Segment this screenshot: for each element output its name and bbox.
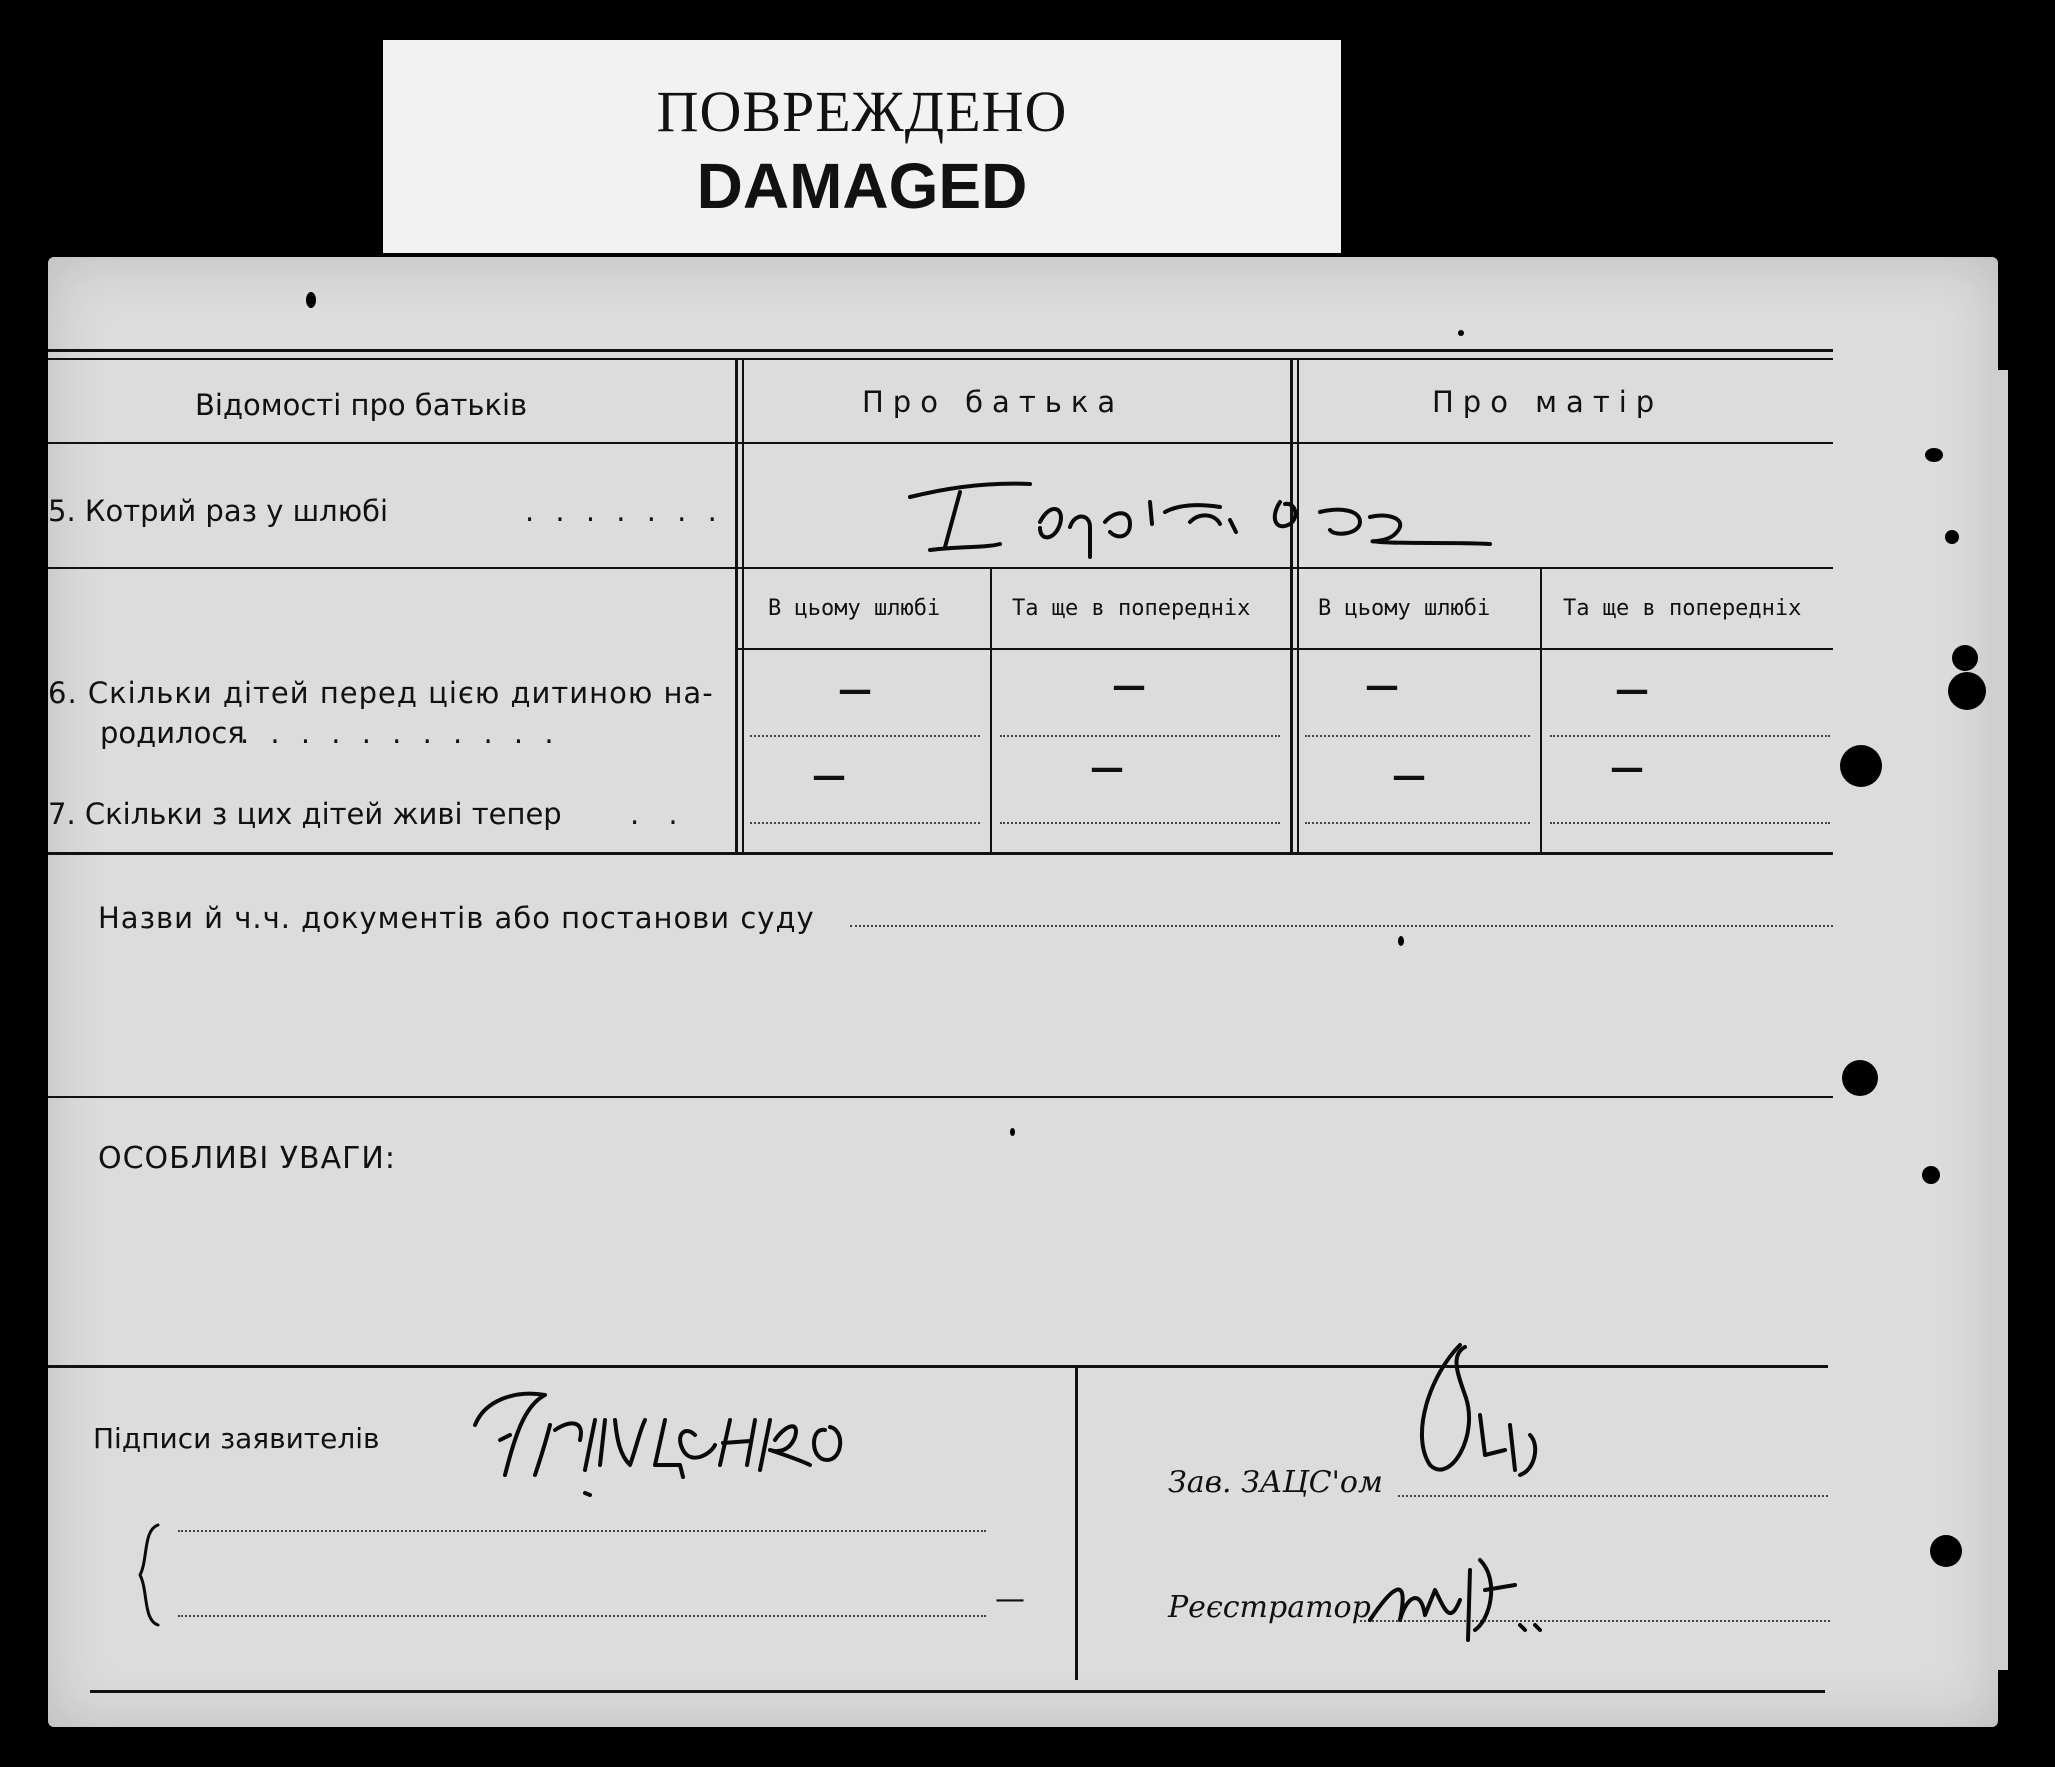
row6-mother-prev-line — [1550, 735, 1830, 737]
hole-4 — [1948, 672, 1986, 710]
header-about-father: Про батька — [862, 385, 1125, 419]
damaged-label-ru: ПОВРЕЖДЕНО — [656, 79, 1068, 144]
registrar-label: Реєстратор — [1168, 1590, 1371, 1625]
rule-top-2 — [48, 358, 1833, 360]
vrule-col2b — [1297, 358, 1299, 852]
rule-subheader-bottom — [735, 648, 1833, 650]
head-zags-signature — [1370, 1335, 1570, 1525]
row6-label-line2: родилося — [100, 716, 245, 750]
vrule-father-split — [990, 567, 992, 852]
registrar-signature — [1350, 1530, 1570, 1680]
row5-handwritten-first-time — [890, 462, 1590, 572]
vrule-mother-split — [1540, 567, 1542, 852]
rule-top — [48, 349, 1833, 352]
vrule-col2 — [1290, 358, 1293, 852]
subheader-father-previous: Та ще в попередніх — [1012, 596, 1251, 621]
row6-father-prev-value: — — [1112, 666, 1146, 706]
documents-line — [850, 925, 1833, 927]
row7-label: 7. Скільки з цих дітей живі тепер — [48, 797, 562, 831]
row7-dots: . . — [630, 797, 688, 831]
documents-label: Назви й ч.ч. документів або постанови суду — [98, 901, 815, 935]
hole-6 — [1842, 1060, 1878, 1096]
row6-dots: . . . . . . . . . . . — [240, 716, 560, 750]
row7-father-this-value: — — [812, 756, 846, 796]
row7-father-this-line — [750, 822, 980, 824]
subheader-father-this-marriage: В цьому шлюбі — [768, 596, 941, 621]
hole-3 — [1952, 645, 1978, 671]
row7-mother-prev-line — [1550, 822, 1830, 824]
row7-mother-this-line — [1305, 822, 1530, 824]
applicants-brace — [128, 1520, 168, 1630]
hole-1 — [1925, 448, 1943, 462]
row6-label-line1: 6. Скільки дітей перед цією дитиною на- — [48, 676, 714, 710]
rule-bottom — [90, 1690, 1825, 1693]
row7-father-prev-value: — — [1090, 748, 1124, 788]
row7-father-prev-line — [1000, 822, 1280, 824]
vrule-col1 — [735, 358, 738, 852]
row6-mother-this-line — [1305, 735, 1530, 737]
vrule-signatures — [1075, 1365, 1078, 1680]
remarks-label: ОСОБЛИВІ УВАГИ: — [98, 1141, 396, 1176]
speck-3 — [1398, 936, 1404, 946]
rule-row7-bottom — [48, 852, 1833, 855]
row5-label: 5. Котрий раз у шлюбі — [48, 494, 389, 528]
applicant-line-2-dash: — — [995, 1582, 1025, 1617]
row7-mother-this-value: — — [1392, 756, 1426, 796]
rule-header-bottom — [48, 442, 1833, 444]
damaged-label-card — [383, 40, 1341, 253]
applicant-line-1 — [178, 1530, 986, 1532]
speck-4 — [1010, 1128, 1015, 1136]
subheader-mother-this-marriage: В цьому шлюбі — [1318, 596, 1491, 621]
row5-dots: . . . . . . . — [525, 494, 723, 528]
vrule-col1b — [742, 358, 744, 852]
hole-7 — [1922, 1166, 1940, 1184]
header-about-mother: Про матір — [1432, 385, 1664, 419]
applicant-line-2 — [178, 1615, 986, 1617]
row6-father-prev-line — [1000, 735, 1280, 737]
header-parents-info: Відомості про батьків — [195, 388, 528, 422]
row6-father-this-line — [750, 735, 980, 737]
paper-edge — [1990, 370, 2008, 1670]
hole-8 — [1930, 1535, 1962, 1567]
applicants-signatures-label: Підписи заявителів — [93, 1422, 380, 1455]
rule-remarks-top — [48, 1096, 1833, 1098]
hole-5 — [1840, 745, 1882, 787]
applicant-signature — [455, 1365, 975, 1515]
row6-mother-prev-value: — — [1615, 670, 1649, 710]
row6-mother-this-value: — — [1365, 666, 1399, 706]
speck-1 — [306, 292, 316, 308]
row7-mother-prev-value: — — [1610, 748, 1644, 788]
head-zags-label: Зав. ЗАЦС'ом — [1168, 1465, 1383, 1500]
hole-2 — [1945, 530, 1959, 544]
subheader-mother-previous: Та ще в попередніх — [1563, 596, 1802, 621]
damaged-label-en: DAMAGED — [696, 150, 1028, 222]
row6-father-this-value: — — [838, 670, 872, 710]
speck-2 — [1458, 330, 1464, 336]
